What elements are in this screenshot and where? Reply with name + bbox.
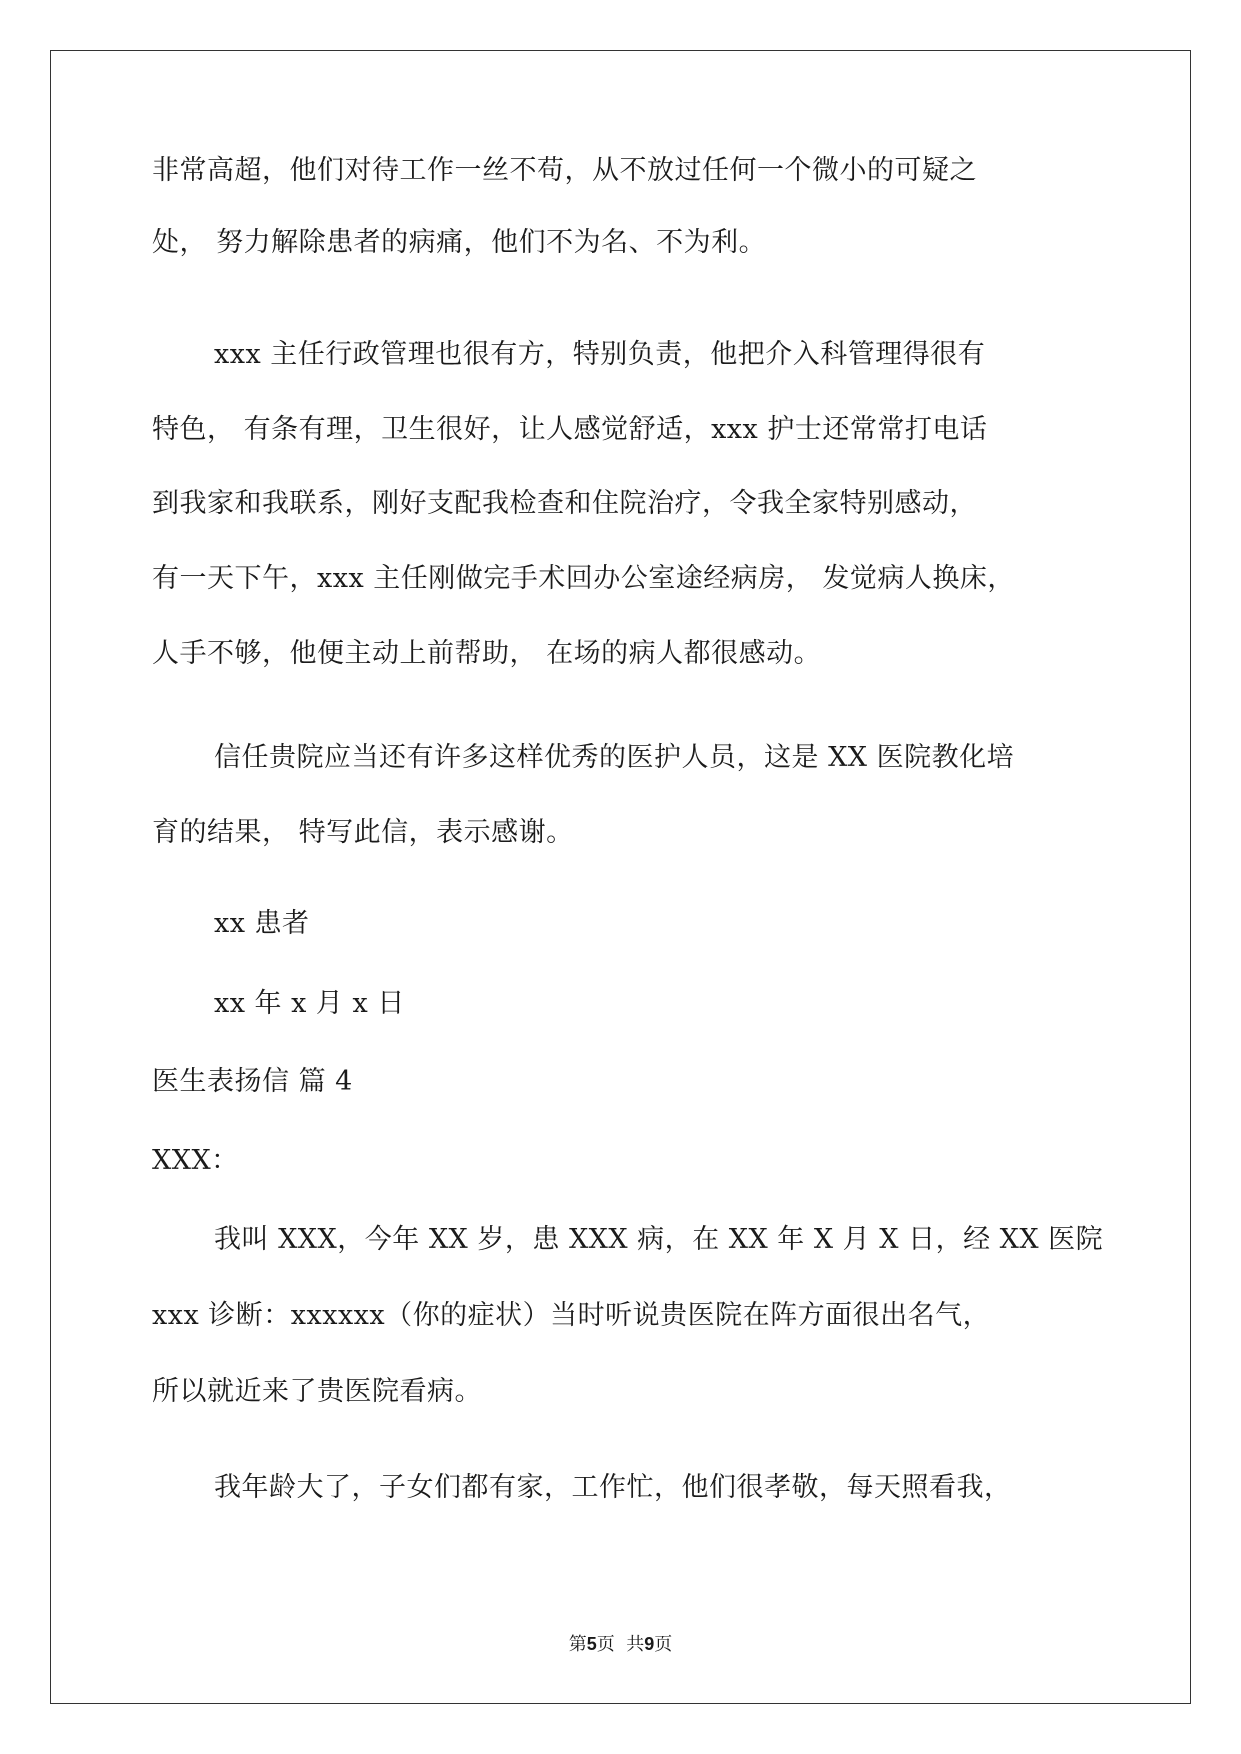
body-line-8: 信任贵院应当还有许多这样优秀的医护人员，这是 XX 医院教化培	[214, 742, 1015, 773]
body-line-7: 人手不够，他便主动上前帮助， 在场的病人都很感动。	[152, 638, 822, 669]
body-line-2: 处， 努力解除患者的病痛，他们不为名、不为利。	[152, 227, 767, 258]
body-line-15: xxx 诊断：xxxxxx（你的症状）当时听说贵医院在阵方面很出名气，	[152, 1300, 991, 1331]
footer-mid: 页 共	[596, 1634, 645, 1655]
body-line-6: 有一天下午，xxx 主任刚做完手术回办公室途经病房， 发觉病人换床，	[152, 563, 1015, 594]
body-line-4: 特色， 有条有理，卫生很好，让人感觉舒适，xxx 护士还常常打电话	[152, 414, 988, 445]
salutation: XXX：	[152, 1145, 239, 1176]
footer-page-total: 9	[644, 1634, 655, 1654]
signature-name: xx 患者	[214, 908, 310, 939]
page-border	[50, 50, 1191, 1704]
body-line-1: 非常高超，他们对待工作一丝不苟，从不放过任何一个微小的可疑之	[152, 155, 977, 186]
footer-prefix: 第	[568, 1634, 587, 1655]
footer-suffix: 页	[654, 1634, 673, 1655]
body-line-17: 我年龄大了，子女们都有家，工作忙，他们很孝敬，每天照看我，	[214, 1472, 1012, 1503]
signature-date: xx 年 x 月 x 日	[214, 988, 405, 1019]
body-line-5: 到我家和我联系，刚好支配我检查和住院治疗，令我全家特别感动，	[152, 488, 977, 519]
section-heading: 医生表扬信 篇 4	[152, 1066, 353, 1097]
body-line-16: 所以就近来了贵医院看病。	[152, 1376, 482, 1407]
body-line-14: 我叫 XXX，今年 XX 岁，患 XXX 病，在 XX 年 X 月 X 日，经 XX 医院	[214, 1224, 1104, 1255]
body-line-3: xxx 主任行政管理也很有方，特别负责，他把介入科管理得很有	[214, 339, 986, 370]
body-line-9: 育的结果， 特写此信，表示感谢。	[152, 817, 574, 848]
footer-page-current: 5	[586, 1634, 597, 1654]
page-footer	[0, 1630, 1241, 1656]
